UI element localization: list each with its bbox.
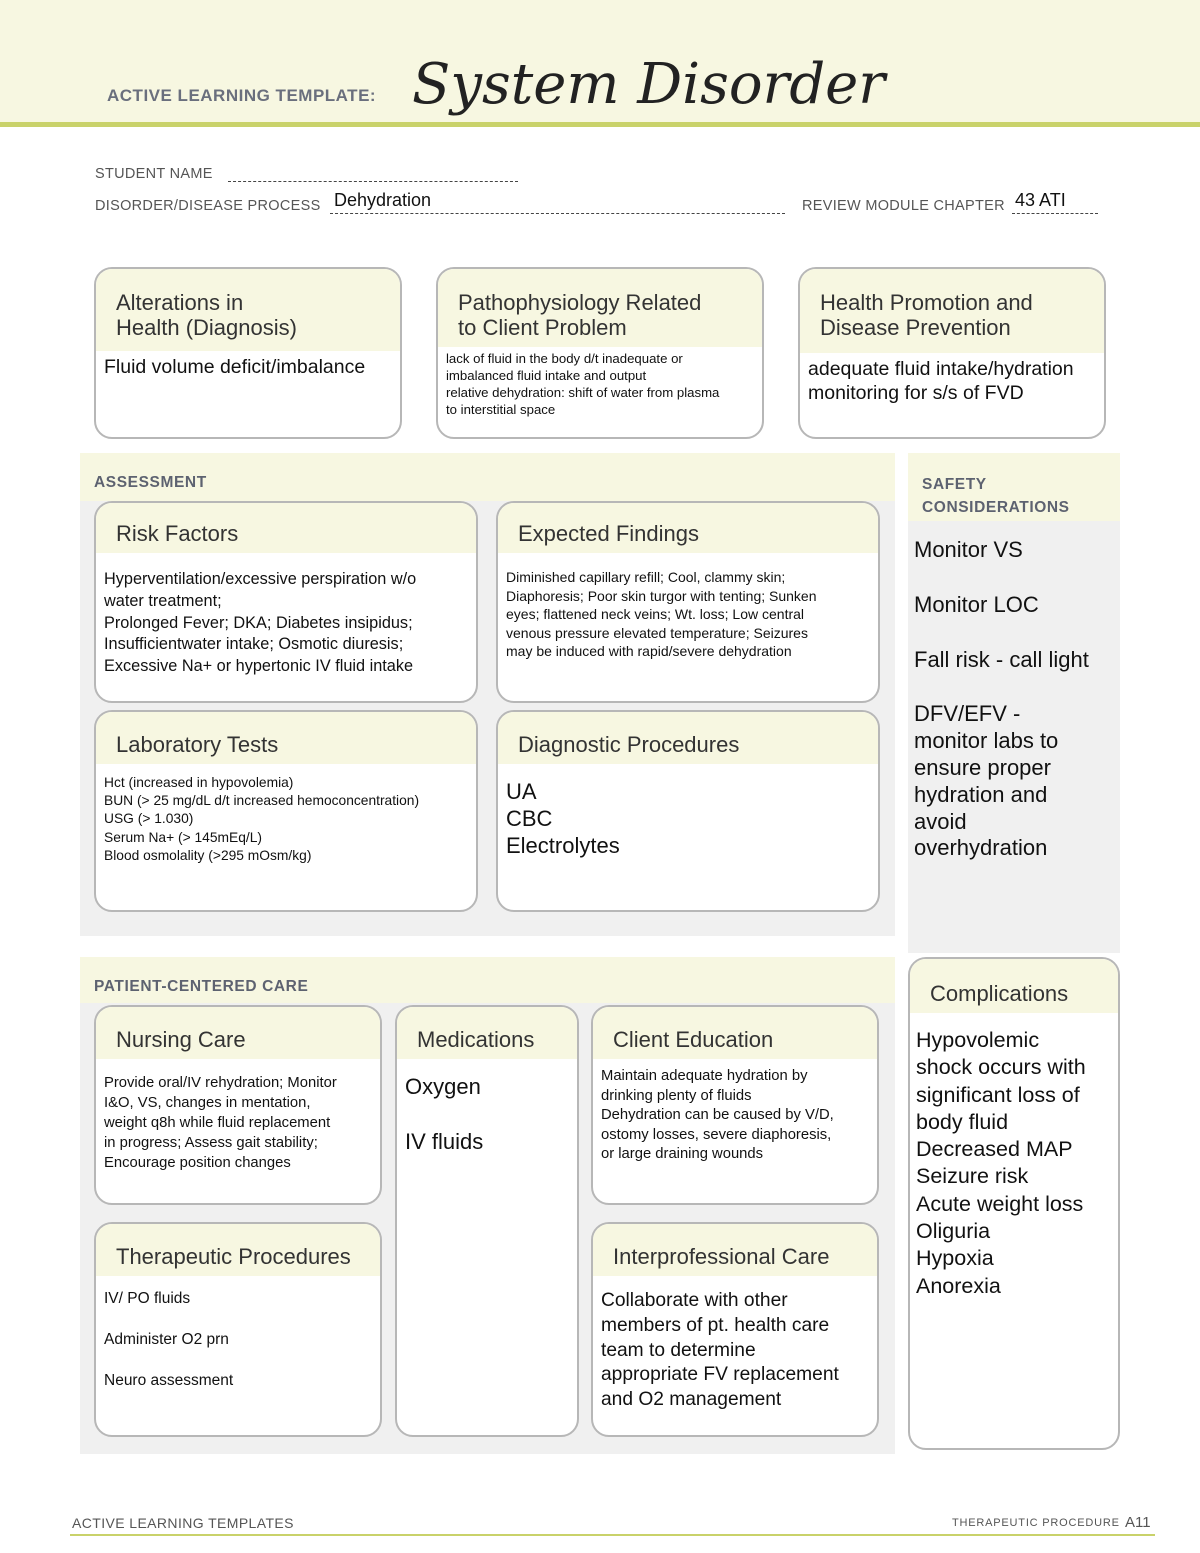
alterations-body: Fluid volume deficit/imbalance (104, 356, 366, 378)
laboratory-tests-box (94, 710, 478, 912)
nursing-care-box (94, 1005, 382, 1205)
complication-item: Anorexia (916, 1273, 1001, 1298)
footer-section: THERAPEUTIC PROCEDURE (952, 1517, 1120, 1529)
safety-item: monitor labs to (914, 728, 1059, 754)
expected-findings-heading: Expected Findings (498, 503, 878, 553)
patient-care-label: PATIENT-CENTERED CARE (94, 978, 309, 995)
client-education-heading: Client Education (593, 1007, 877, 1059)
header-divider (0, 122, 1200, 127)
alterations-heading: Alterations in Health (Diagnosis) (96, 269, 400, 351)
health-promotion-heading: Health Promotion and Disease Prevention (800, 269, 1104, 353)
safety-item: hydration and (914, 781, 1048, 807)
complication-item: Seizure risk (916, 1164, 1029, 1189)
complication-item: Oliguria (916, 1219, 991, 1244)
complication-item: Hypoxia (916, 1246, 994, 1271)
medications-body: Oxygen IV fluids (405, 1074, 484, 1154)
pathophysiology-box (436, 267, 764, 439)
disorder-label: DISORDER/DISEASE PROCESS (95, 198, 321, 214)
disorder-field[interactable]: Dehydration (334, 190, 432, 210)
therapeutic-procedures-body: IV/ PO fluids Administer O2 prn Neuro assessment (104, 1290, 234, 1389)
safety-item: Monitor LOC (914, 591, 1039, 617)
health-promotion-body: adequate fluid intake/hydration monitoring for s/s of FVD (808, 358, 1074, 404)
diagnostic-procedures-box (496, 710, 880, 912)
interprofessional-care-heading: Interprofessional Care (593, 1224, 877, 1276)
pathophysiology-heading: Pathophysiology Related to Client Problem (438, 269, 762, 347)
student-name-line (228, 181, 518, 182)
therapeutic-procedures-heading: Therapeutic Procedures (96, 1224, 380, 1276)
complication-item: Acute weight loss (916, 1191, 1084, 1216)
risk-factors-body: Hyperventilation/excessive perspiration w/o water treatment; Prolonged Fever; DKA; Diabetes insipidus; Insufficientwater intake; Osmotic diuresis; Excessive Na+ or hypertonic IV fluid intake (104, 570, 417, 676)
therapeutic-procedures-box (94, 1222, 382, 1437)
nursing-care-body: Provide oral/IV rehydration; Monitor I&O, VS, changes in mentation, weight q8h while fluid replacement in progress; Assess gait stability; Encourage position changes (104, 1075, 337, 1171)
chapter-label: REVIEW MODULE CHAPTER (802, 198, 1005, 214)
page-number: A11 (1125, 1514, 1151, 1531)
alterations-box (94, 267, 402, 439)
safety-item: Fall risk - call light (914, 646, 1089, 672)
safety-label: SAFETY CONSIDERATIONS (922, 476, 1070, 516)
complication-item: significant loss of (916, 1082, 1080, 1107)
client-education-body: Maintain adequate hydration by drinking plenty of fluids Dehydration can be caused by V/D, ostomy losses, severe diaphoresis, or large draining wounds (601, 1068, 834, 1162)
assessment-label: ASSESSMENT (94, 474, 207, 491)
safety-item: Monitor VS (914, 537, 1023, 562)
expected-findings-box (496, 501, 880, 703)
complication-item: body fluid (916, 1109, 1009, 1134)
client-education-box (591, 1005, 879, 1205)
complication-item: Decreased MAP (916, 1137, 1073, 1162)
safety-item: overhydration (914, 835, 1048, 861)
complications-list (910, 1013, 1118, 1300)
safety-item: DFV/EFV - (914, 701, 1021, 727)
chapter-line (1012, 213, 1098, 214)
complication-item: shock occurs with (916, 1055, 1086, 1080)
expected-findings-body: Diminished capillary refill; Cool, clammy skin; Diaphoresis; Poor skin turgor with tenting; Sunken eyes; flattened neck veins; Wt. loss; Low central venous pressure elevated temperature; Seizures may be induced with rapid/severe dehydration (506, 569, 817, 659)
laboratory-tests-heading: Laboratory Tests (96, 712, 476, 764)
medications-heading: Medications (397, 1007, 577, 1059)
footer-divider (70, 1534, 1155, 1536)
complications-heading: Complications (910, 959, 1118, 1013)
interprofessional-care-box (591, 1222, 879, 1437)
diagnostic-procedures-heading: Diagnostic Procedures (498, 712, 878, 764)
student-name-label: STUDENT NAME (95, 166, 213, 182)
medications-box (395, 1005, 579, 1437)
pathophysiology-body: lack of fluid in the body d/t inadequate or imbalanced fluid intake and output relative dehydration: shift of water from plasma to interstitial space (446, 351, 720, 417)
template-label: ACTIVE LEARNING TEMPLATE: (107, 86, 377, 105)
interprofessional-care-body: Collaborate with other members of pt. health care team to determine appropriate FV replacement and O2 management (601, 1290, 839, 1411)
page-title: System Disorder (412, 52, 886, 117)
safety-item: avoid (914, 808, 967, 834)
safety-item: ensure proper (914, 754, 1051, 780)
complications-box (908, 957, 1120, 1450)
risk-factors-heading: Risk Factors (96, 503, 476, 553)
chapter-field[interactable]: 43 ATI (1015, 190, 1066, 210)
health-promotion-box (798, 267, 1106, 439)
diagnostic-procedures-body: UA CBC Electrolytes (506, 779, 620, 858)
laboratory-tests-body: Hct (increased in hypovolemia) BUN (> 25 mg/dL d/t increased hemoconcentration) USG (> 1.030) Serum Na+ (> 145mEq/L) Blood osmolality (>295 mOsm/kg) (104, 775, 420, 863)
footer-title: ACTIVE LEARNING TEMPLATES (72, 1515, 294, 1531)
risk-factors-box (94, 501, 478, 703)
nursing-care-heading: Nursing Care (96, 1007, 380, 1059)
complication-item: Hypovolemic (916, 1028, 1040, 1052)
disorder-line (330, 213, 785, 214)
safety-list (914, 537, 1114, 862)
